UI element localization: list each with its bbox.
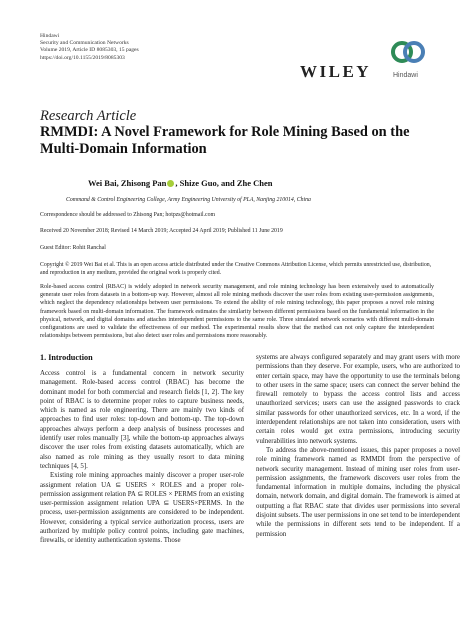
article-dates: Received 20 November 2018; Revised 14 March 2019; Accepted 24 April 2019; Published 11 June 2019 (40, 228, 283, 234)
orcid-icon[interactable] (167, 180, 174, 187)
copyright-notice: Copyright © 2019 Wei Bai et al. This is an open access article distributed under the Creative Commons Attribution License, which permits unrestricted use, distribution, and reproduction in any medium, provided the original work is properly cited. (40, 262, 432, 276)
intro-paragraph: To address the above-mentioned issues, this paper proposes a novel role mining framework named as RMMDI from the perspective of network security management. Instead of mining user roles from user-permission assignments, the framework discovers user roles from the fundamental information in multiple domains, including the physical domain, network domain, and digital domain. The framework is aimed at outputting a flat RBAC state that divides user permissions into several disjoint subsets. The user permissions in one set tend to be interdependent while the permissions in different sets tend to be independent. If a permission (256, 446, 460, 538)
article-type: Research Article (40, 108, 137, 124)
intro-paragraph: Existing role mining approaches mainly discover a proper user-role assignment relation UA ⊆ USERS × ROLES and a proper role-permission assignment relation PA ⊆ ROLES × PERMS from an existing user-permission assignment relation UPA ⊆ USERS×PERMS. In the process, user-permission assignments are considered to be independent. However, considering a typical service authorization process, users are authorized by multiple policy control points, including gate machines, firewalls, or identity authentication systems. Those (40, 472, 244, 545)
intro-paragraph: Access control is a fundamental concern in network security management. Role-based access control (RBAC) has become the dominant model for both commercial and research fields [1, 2]. The key point of RBAC is to determine proper roles to capture business needs, which is named as role engineering. There are mainly two kinds of approaches to find user roles: top-down and bottom-up. The top-down approaches always perform a deep analysis of business processes and identify user roles manually [3], while the bottom-up approaches always discover the user roles from existing datasets automatically, which are also named as role mining as they usually resort to data mining techniques [4, 5]. (40, 370, 244, 470)
authors-part1: Wei Bai, Zhisong Pan (88, 178, 167, 188)
section-heading-introduction: 1. Introduction (40, 353, 93, 362)
journal-volume: Volume 2019, Article ID 8085303, 15 pages (40, 47, 139, 54)
intro-left-column (40, 369, 244, 546)
wiley-logo: WILEY (300, 62, 372, 81)
abstract: Role-based access control (RBAC) is widely adopted in network security management, and role mining technology has been extensively used to automatically generate user roles from datasets in a bottom-up way. However, almost all role mining methods discover the user roles from existing user-permission assignments, which neglect the dependency relationships between user permissions. To extend the ability of role mining technology, this paper proposes a novel role mining framework based on multi-domain information. The framework estimates the similarity between different permissions based on the fundamental information in the physical, network, and digital domains and attaches interdependent permissions to the same role. Three simulated network scenarios with different multi-domain configurations are used to validate the effectiveness of our method. The experimental results show that the method can not only capture the interdependent relationships between permissions, but also detect user roles and permissions more reasonably. (40, 284, 434, 340)
authors-part2: , Shize Guo, and Zhe Chen (175, 178, 273, 188)
journal-doi[interactable]: https://doi.org/10.1155/2019/8085303 (40, 54, 125, 61)
intro-paragraph: systems are always configured separately and may grant users with more permissions than they deserve. For example, users, who are authorized to enter certain space, may have the opportunity to use the terminals belong to other users in the same space; users can connect the server behind the firewall remotely to bypass the access control lists and access unauthorized services; users can use the assigned passwords to crack similar passwords for other unauthorized services, etc. In a word, if the interdependent relationships are not taken into consideration, users with certain roles would get extra permissions, introducing security vulnerabilities into network systems. (256, 354, 460, 445)
journal-meta (40, 33, 139, 62)
journal-publisher-line: Hindawi (40, 33, 60, 39)
intro-right-column (256, 353, 460, 539)
author-list (88, 178, 273, 188)
journal-name: Security and Communication Networks (40, 40, 129, 47)
affiliation: Command & Control Engineering College, Army Engineering University of PLA, Nanjing 210014, China (66, 197, 311, 203)
guest-editor: Guest Editor: Rohit Ranchal (40, 245, 106, 251)
paper-title: RMMDI: A Novel Framework for Role Mining Based on the Multi-Domain Information (40, 124, 410, 157)
correspondence: Correspondence should be addressed to Zhisong Pan; hotpzs@hotmail.com (40, 212, 216, 218)
hindawi-wordmark: Hindawi (393, 72, 418, 79)
hindawi-logo-icon (390, 38, 426, 68)
